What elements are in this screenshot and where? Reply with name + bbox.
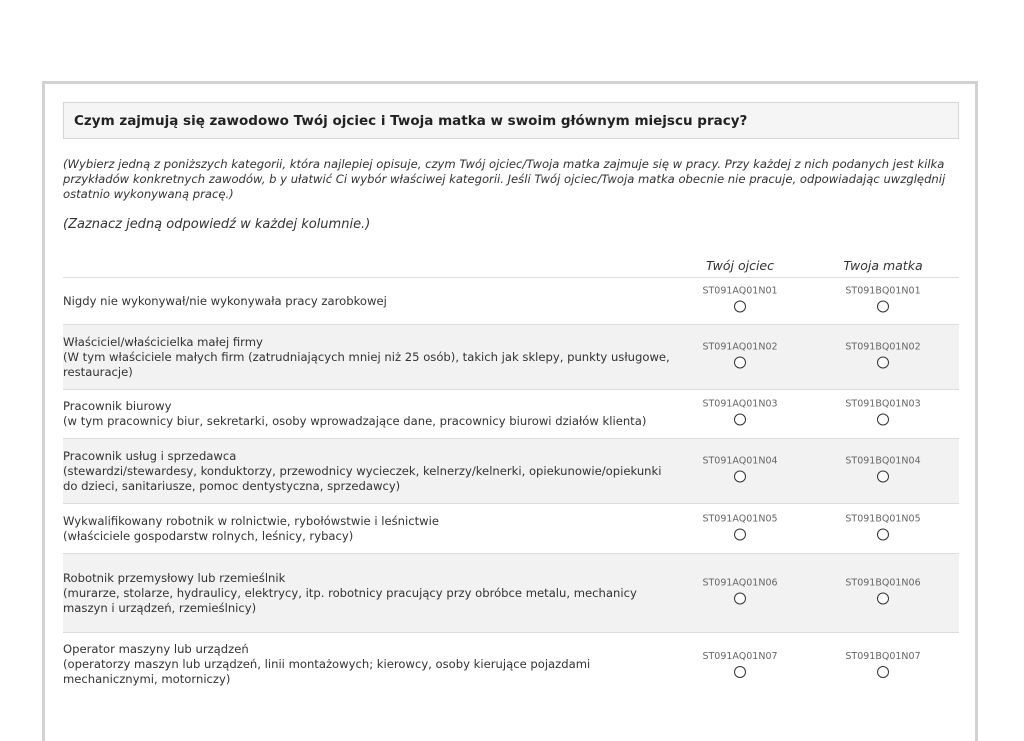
table-row <box>63 389 959 438</box>
row-title: Pracownik usług i sprzedawca <box>63 448 237 463</box>
option-code: ST091AQ01N06 <box>702 577 778 589</box>
cell-mother <box>813 399 953 430</box>
cell-mother <box>813 513 953 544</box>
column-header-mother: Twoja matka <box>843 258 923 273</box>
option-code: ST091BQ01N02 <box>845 341 921 353</box>
row-title: Właściciel/właścicielka małej firmy <box>63 334 263 349</box>
radio-father[interactable] <box>734 471 746 483</box>
row-label <box>63 510 678 548</box>
row-label <box>63 290 678 313</box>
radio-mother[interactable] <box>877 666 889 678</box>
row-title: Wykwalifikowany robotnik w rolnictwie, rybołówstwie i leśnictwie <box>63 513 439 528</box>
radio-mother[interactable] <box>877 471 889 483</box>
table-row <box>63 438 959 503</box>
option-code: ST091AQ01N02 <box>702 341 778 353</box>
option-code: ST091BQ01N07 <box>845 651 921 662</box>
cell-father <box>670 399 810 430</box>
row-label <box>63 331 678 384</box>
option-code: ST091BQ01N01 <box>845 285 921 297</box>
row-title: Nigdy nie wykonywał/nie wykonywała pracy zarobkowej <box>63 293 387 308</box>
radio-mother[interactable] <box>877 414 889 426</box>
instruction-text: (Wybierz jedną z poniższych kategorii, która najlepiej opisuje, czym Twój ojciec/Twoja matka zajmuje się w pracy. Przy każdej z nich podanych jest kilka przykładów konkretnych zawodów, b y ułatwić Ci wybór właściwej kategorii. Jeśli Twój ojciec/Twoja matka obecnie nie pracuje, odpowiadając uwzględnij ostatnio wykonywaną pracę.) <box>63 157 946 201</box>
radio-mother[interactable] <box>877 528 889 540</box>
table-row <box>63 277 959 324</box>
row-description: (w tym pracownicy biur, sekretarki, osoby wprowadzające dane, pracownicy biurowi działów klienta) <box>63 414 647 428</box>
row-label <box>63 395 678 433</box>
radio-father[interactable] <box>734 666 746 678</box>
cell-father <box>670 456 810 487</box>
row-title: Robotnik przemysłowy lub rzemieślnik <box>63 570 286 585</box>
cell-father <box>670 513 810 544</box>
radio-father[interactable] <box>734 593 746 605</box>
option-code: ST091BQ01N05 <box>845 513 921 524</box>
row-title: Operator maszyny lub urządzeń <box>63 642 249 656</box>
table-row <box>63 553 959 632</box>
cell-mother <box>813 651 953 682</box>
table-row <box>63 503 959 553</box>
cell-father <box>670 342 810 373</box>
option-code: ST091AQ01N03 <box>702 398 778 410</box>
radio-mother[interactable] <box>877 357 889 369</box>
table-row <box>63 324 959 389</box>
radio-father[interactable] <box>734 357 746 369</box>
option-code: ST091AQ01N01 <box>702 285 778 297</box>
table-row <box>63 632 959 692</box>
radio-father[interactable] <box>734 301 746 313</box>
cell-mother <box>813 578 953 609</box>
row-description: (operatorzy maszyn lub urządzeń, linii montażowych; kierowcy, osoby kierujące pojazdami mechanicznymi, motorniczy) <box>63 657 591 686</box>
option-code: ST091AQ01N05 <box>702 513 778 524</box>
row-description: (stewardzi/stewardesy, konduktorzy, przewodnicy wycieczek, kelnerzy/kelnerki, opiekunowie/opiekunki do dzieci, sanitariusze, pomoc dentystyczna, sprzedawcy) <box>63 463 662 493</box>
row-label <box>63 633 678 691</box>
option-code: ST091BQ01N04 <box>845 455 921 467</box>
cell-mother <box>813 286 953 317</box>
column-header-father: Twój ojciec <box>706 258 774 273</box>
cell-father <box>670 286 810 317</box>
row-description: (murarze, stolarze, hydraulicy, elektrycy, itp. robotnicy pracujący przy obróbce metalu, mechanicy maszyn i urządzeń, rzemieślnicy) <box>63 585 637 615</box>
cell-father <box>670 578 810 609</box>
radio-father[interactable] <box>734 528 746 540</box>
radio-mother[interactable] <box>877 301 889 313</box>
row-label <box>63 445 678 498</box>
option-code: ST091BQ01N06 <box>845 577 921 589</box>
row-description: (W tym właściciele małych firm (zatrudniających mniej niż 25 osób), takich jak sklepy, punkty usługowe, restauracje) <box>63 349 670 379</box>
question-title: Czym zajmują się zawodowo Twój ojciec i Twoja matka w swoim głównym miejscu pracy? <box>74 112 748 129</box>
cell-father <box>670 651 810 682</box>
option-code: ST091AQ01N04 <box>702 455 778 467</box>
row-title: Pracownik biurowy <box>63 399 172 413</box>
radio-father[interactable] <box>734 414 746 426</box>
option-code: ST091BQ01N03 <box>845 398 921 410</box>
row-description: (właściciele gospodarstw rolnych, leśnicy, rybacy) <box>63 528 354 543</box>
cell-mother <box>813 456 953 487</box>
option-code: ST091AQ01N07 <box>702 651 778 662</box>
cell-mother <box>813 342 953 373</box>
radio-mother[interactable] <box>877 593 889 605</box>
answer-table <box>63 277 959 692</box>
question-header <box>63 102 959 139</box>
answer-instruction: (Zaznacz jedną odpowiedź w każdej kolumnie.) <box>63 217 371 232</box>
row-label <box>63 567 678 620</box>
